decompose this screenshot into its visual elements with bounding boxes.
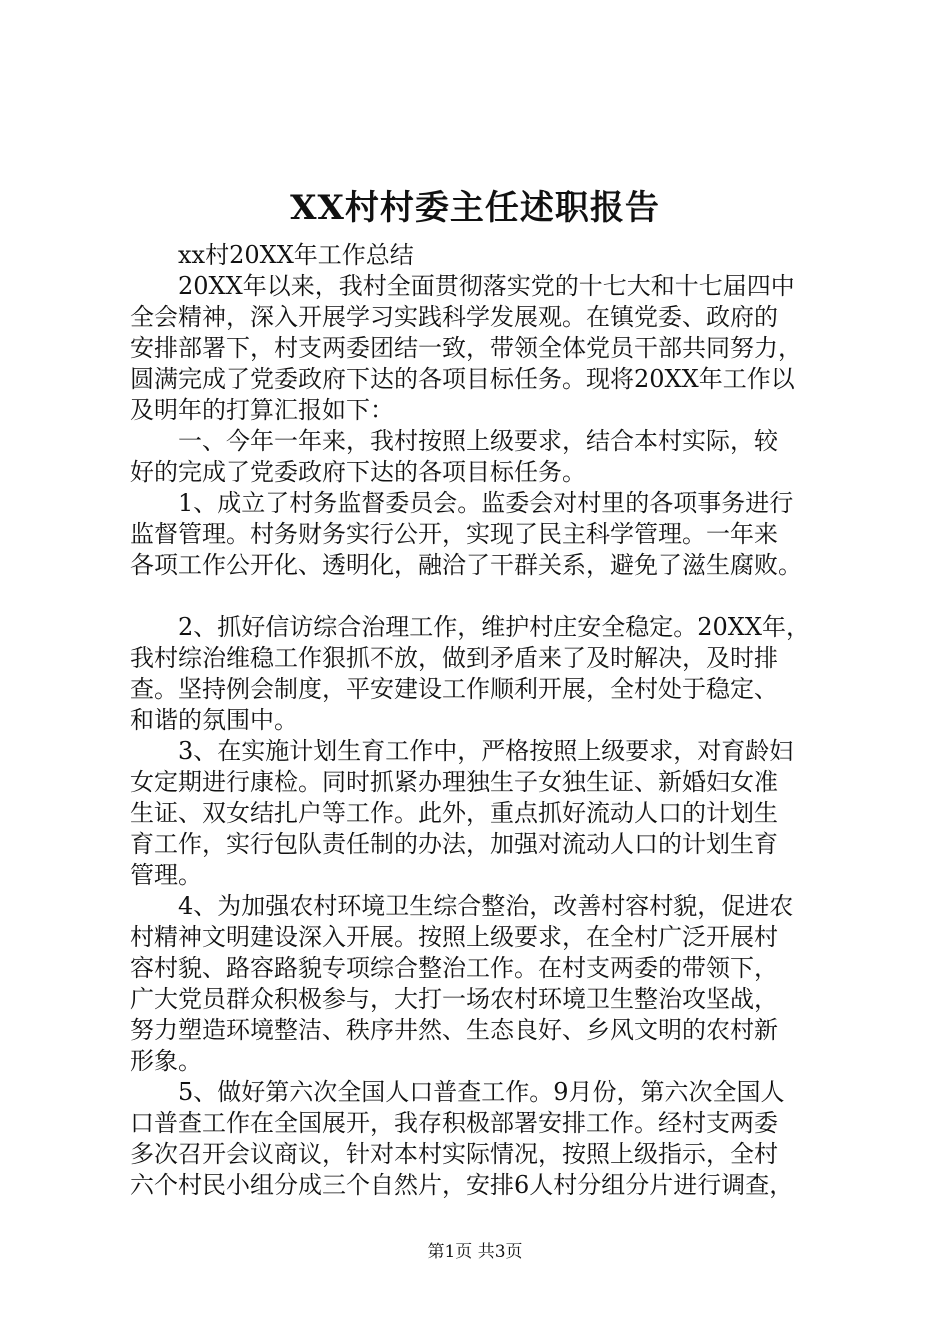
text-line: 查。坚持例会制度，平安建设工作顺利开展，全村处于稳定、: [130, 675, 778, 703]
text-line: 我村综治维稳工作狠抓不放，做到矛盾来了及时解决，及时排: [130, 644, 778, 672]
text-line: 广大党员群众积极参与，大打一场农村环境卫生整治攻坚战，: [130, 985, 778, 1013]
text-line: 好的完成了党委政府下达的各项目标任务。: [130, 458, 586, 486]
text-line: 口普查工作在全国展开，我存积极部署安排工作。经村支两委: [130, 1109, 778, 1137]
text-line: 圆满完成了党委政府下达的各项目标任务。现将20XX年工作以: [130, 365, 795, 393]
text-line: 3、在实施计划生育工作中，严格按照上级要求，对育龄妇: [130, 737, 794, 765]
text-line: 4、为加强农村环境卫生综合整治，改善村容村貌，促进农: [130, 892, 794, 920]
text-line: 1、成立了村务监督委员会。监委会对村里的各项事务进行: [130, 489, 794, 517]
page-footer: 第1页 共3页: [427, 1242, 523, 1262]
text-line: 安排部署下，村支两委团结一致，带领全体党员干部共同努力，: [130, 334, 802, 362]
text-line: 六个村民小组分成三个自然片，安排6人村分组分片进行调查，: [130, 1171, 794, 1199]
text-line: 及明年的打算汇报如下：: [130, 396, 394, 424]
text-line: 20XX年以来，我村全面贯彻落实党的十七大和十七届四中: [130, 272, 795, 300]
text-line: 女定期进行康检。同时抓紧办理独生子女独生证、新婚妇女准: [130, 768, 778, 796]
text-line: 各项工作公开化、透明化，融洽了干群关系，避免了滋生腐败。: [130, 551, 802, 579]
text-line: 全会精神，深入开展学习实践科学发展观。在镇党委、政府的: [130, 303, 778, 331]
text-line: 容村貌、路容路貌专项综合整治工作。在村支两委的带领下，: [130, 954, 778, 982]
text-line: 村精神文明建设深入开展。按照上级要求，在全村广泛开展村: [130, 923, 778, 951]
blank-line: [130, 581, 835, 612]
text-line: 多次召开会议商议，针对本村实际情况，按照上级指示，全村: [130, 1140, 778, 1168]
text-line: 2、抓好信访综合治理工作，维护村庄安全稳定。20XX年，: [130, 613, 810, 641]
text-line: xx村20XX年工作总结: [130, 241, 414, 269]
text-line: 管理。: [130, 861, 202, 889]
text-line: 一、今年一年来，我村按照上级要求，结合本村实际，较: [130, 427, 778, 455]
document-title: XX村村委主任述职报告: [290, 188, 660, 228]
document-body: [130, 240, 835, 1201]
text-line: 生证、双女结扎户等工作。此外，重点抓好流动人口的计划生: [130, 799, 778, 827]
text-line: 育工作，实行包队责任制的办法，加强对流动人口的计划生育: [130, 830, 778, 858]
text-line: 努力塑造环境整洁、秩序井然、生态良好、乡风文明的农村新: [130, 1016, 778, 1044]
text-line: 监督管理。村务财务实行公开，实现了民主科学管理。一年来: [130, 520, 778, 548]
text-line: 和谐的氛围中。: [130, 706, 298, 734]
text-line: 5、做好第六次全国人口普查工作。9月份，第六次全国人: [130, 1078, 785, 1106]
text-line: 形象。: [130, 1047, 202, 1075]
